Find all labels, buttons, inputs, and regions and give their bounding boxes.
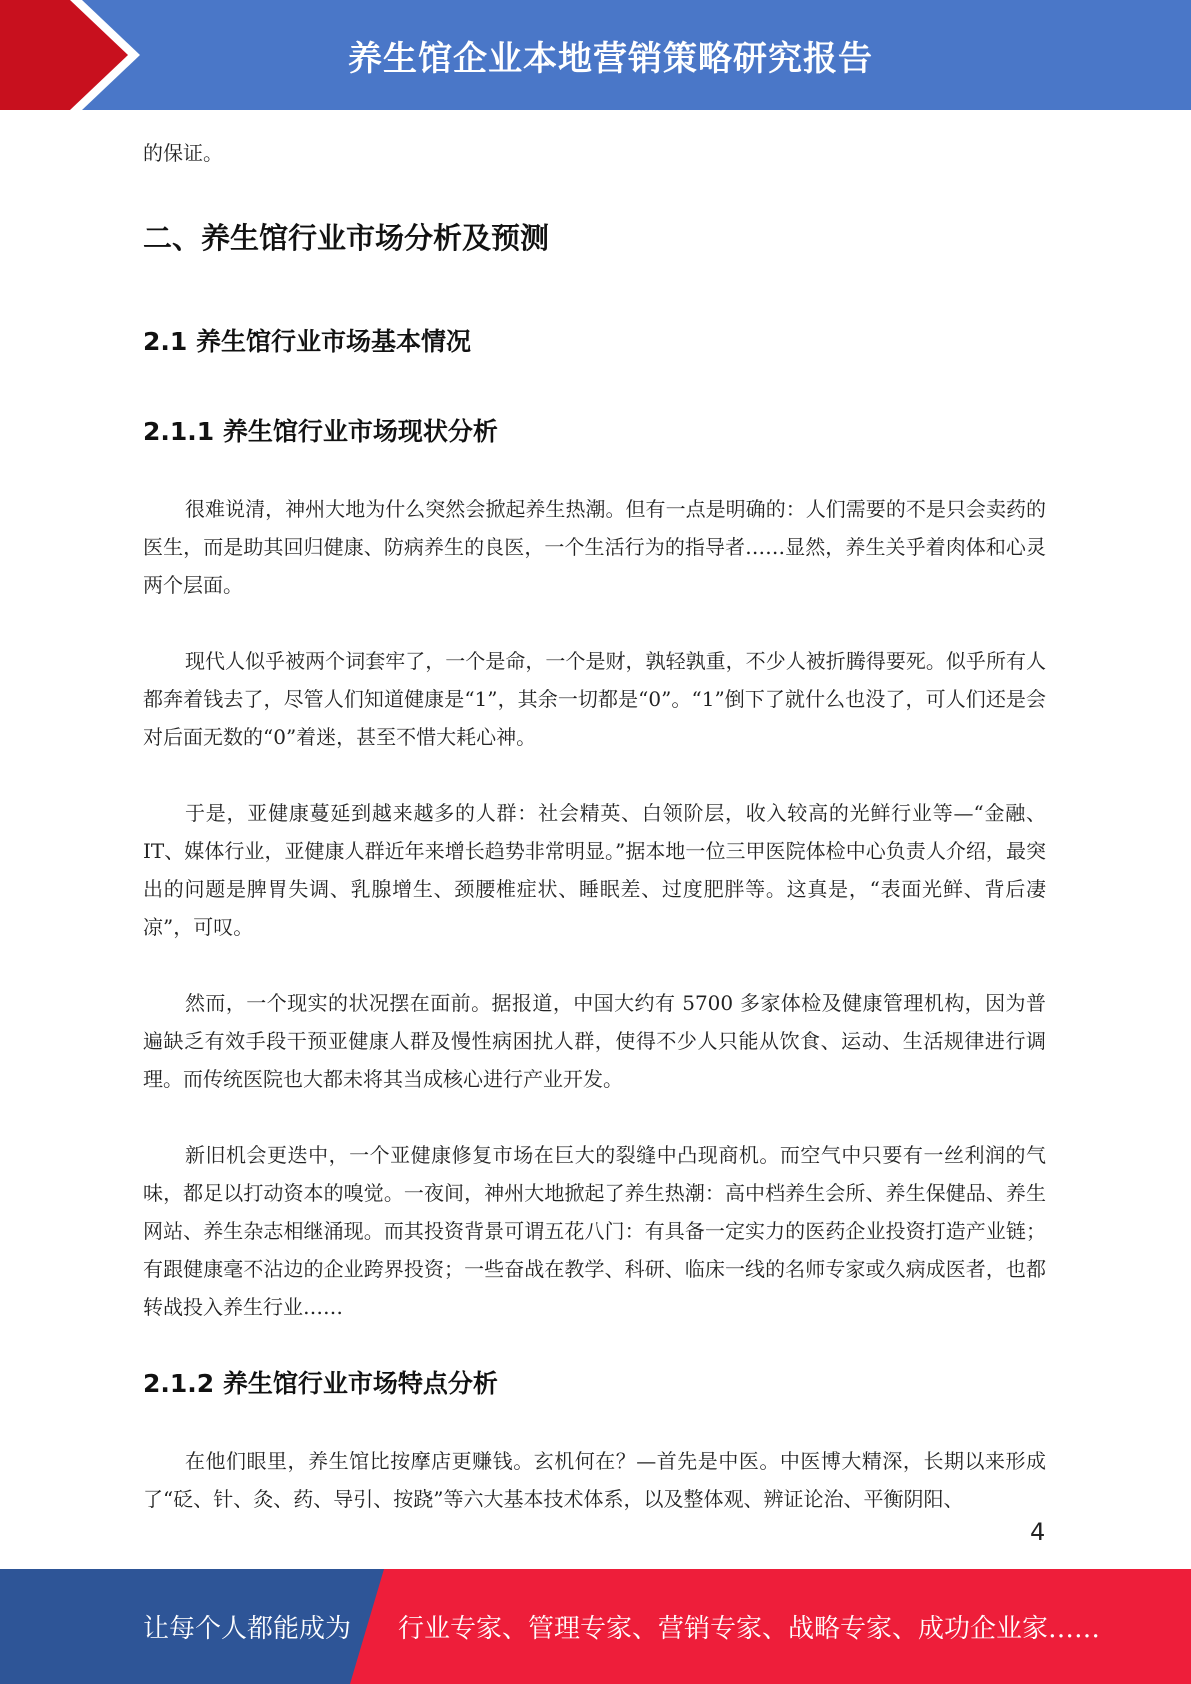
subsection-heading: 2.1 养生馆行业市场基本情况	[143, 327, 471, 356]
section-heading: 二、养生馆行业市场分析及预测	[143, 221, 550, 255]
paragraph: 然而，一个现实的状况摆在面前。据报道，中国大约有 5700 多家体检及健康管理机构，因为普遍缺乏有效手段干预亚健康人群及慢性病困扰人群，使得不少人只能从饮食、运动、生活规律进行调理。而传统医院也大都未将其当成核心进行产业开发。	[143, 991, 1046, 1091]
paragraph: 现代人似乎被两个词套牢了，一个是命，一个是财，孰轻孰重，不少人被折腾得要死。似乎所有人都奔着钱去了，尽管人们知道健康是“1”，其余一切都是“0”。“1”倒下了就什么也没了，可人们还是会对后面无数的“0”着迷，甚至不惜大耗心神。	[143, 649, 1046, 749]
paragraph: 于是，亚健康蔓延到越来越多的人群：社会精英、白领阶层，收入较高的光鲜行业等—“金融、IT、媒体行业，亚健康人群近年来增长趋势非常明显。”据本地一位三甲医院体检中心负责人介绍，最突出的问题是脾胃失调、乳腺增生、颈腰椎症状、睡眠差、过度肥胖等。这真是，“表面光鲜、背后凄凉”，可叹。	[143, 801, 1046, 939]
paragraph: 在他们眼里，养生馆比按摩店更赚钱。玄机何在？—首先是中医。中医博大精深，长期以来形成了“砭、针、灸、药、导引、按跷”等六大基本技术体系，以及整体观、辨证论治、平衡阴阳、	[143, 1449, 1046, 1511]
page-number: 4	[1030, 1518, 1046, 1546]
page-header	[0, 0, 1191, 110]
page-footer	[0, 1569, 1191, 1684]
footer-slogan-right: 行业专家、管理专家、营销专家、战略专家、成功企业家……	[398, 1614, 1101, 1644]
paragraph: 很难说清，神州大地为什么突然会掀起养生热潮。但有一点是明确的：人们需要的不是只会卖药的医生，而是助其回归健康、防病养生的良医，一个生活行为的指导者……显然，养生关乎着肉体和心灵两个层面。	[143, 497, 1046, 597]
footer-slogan-left: 让每个人都能成为	[143, 1614, 352, 1644]
continuation-text: 的保证。	[143, 141, 223, 165]
paragraph: 新旧机会更迭中，一个亚健康修复市场在巨大的裂缝中凸现商机。而空气中只要有一丝利润的气味，都足以打动资本的嗅觉。一夜间，神州大地掀起了养生热潮：高中档养生会所、养生保健品、养生网站、养生杂志相继涌现。而其投资背景可谓五花八门：有具备一定实力的医药企业投资打造产业链；有跟健康毫不沾边的企业跨界投资；一些奋战在教学、科研、临床一线的名师专家或久病成医者，也都转战投入养生行业……	[143, 1143, 1046, 1319]
subsubsection-heading-features: 2.1.2 养生馆行业市场特点分析	[143, 1369, 498, 1398]
subsubsection-heading-status: 2.1.1 养生馆行业市场现状分析	[143, 417, 498, 446]
document-title: 养生馆企业本地营销策略研究报告	[348, 38, 873, 79]
